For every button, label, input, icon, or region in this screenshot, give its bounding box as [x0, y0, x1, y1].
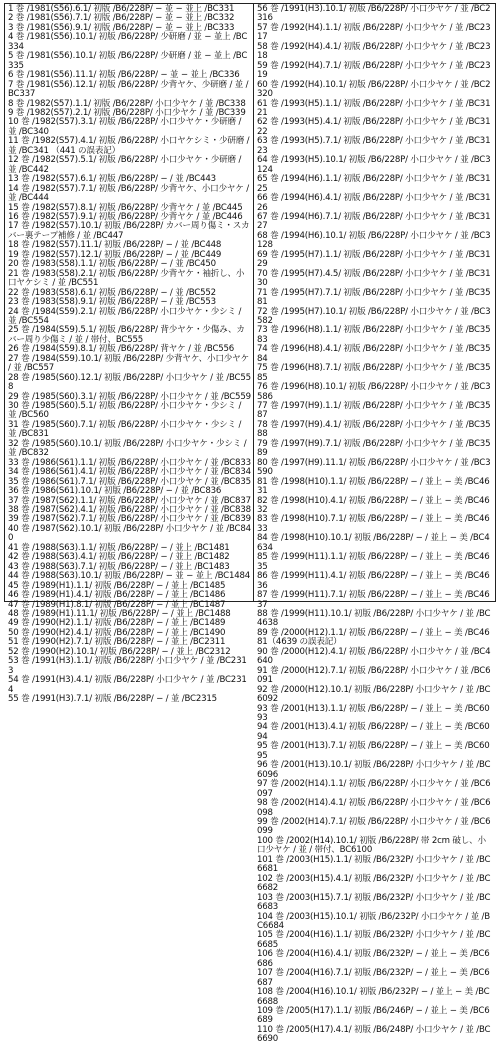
volume-entry: 37 巻 /1987(S62).1.1/ 初版 /B6/228P/ 小口少ヤケ / 並 /BC837: [8, 495, 251, 506]
volume-entry: 90 巻 /2000(H12).4.1/ 初版 /B6/228P/ 小口少ヤケ / 並 /BC4640: [257, 646, 491, 667]
volume-entry: 77 巻 /1997(H9).1.1/ 初版 /B6/228P/ 小口少ヤケ / 並 /BC3587: [257, 401, 491, 421]
volume-entry: 80 巻 /1997(H9).11.1/ 初版 /B6/228P/ 小口少ヤケ / 並 /BC3590: [257, 457, 491, 478]
volume-entry: 93 巻 /2001(H13).1.1/ 初版 /B6/228P/ − / 並上 − 美 /BC6093: [257, 703, 490, 723]
volume-entry: 96 巻 /2001(H13).10.1/ 初版 /B6/228P/ 小口少ヤケ / 並 /BC6096: [257, 760, 491, 780]
volume-entry: 51 巻 /1990(H2).7.1/ 初版 /B6/228P/ − / 並上 /BC2311: [8, 637, 226, 648]
volume-entry: 48 巻 /1989(H1).11.1/ 初版 /B6/228P/ − / 並上 /BC1488: [8, 609, 231, 619]
volume-entry: 55 巻 /1991(H3).7.1/ 初版 /B6/228P/ − / 並 /BC2315: [8, 694, 217, 705]
volume-entry: 97 巻 /2002(H14).1.1/ 初版 /B6/228P/ 小口少ヤケ / 並 /BC6097: [257, 779, 491, 799]
volume-entry: 83 巻 /1998(H10).7.1/ 初版 /B6/228P/ − / 並上 − 美 /BC4633: [257, 514, 490, 534]
volume-entry: 38 巻 /1987(S62).4.1/ 初版 /B6/228P/ 小口少ヤケ / 並 /BC838: [8, 505, 251, 516]
volume-entry: 99 巻 /2002(H14).7.1/ 初版 /B6/228P/ 小口少ヤケ / 並 /BC6099: [257, 816, 491, 837]
volume-entry: 3 巻 /1981(S56).9.1/ 初版 /B6/228P/ − 並 − 並上 /BC333: [8, 22, 235, 33]
volume-entry: 49 巻 /1990(H2).1.1/ 初版 /B6/228P/ − / 並上 /BC1489: [8, 618, 226, 629]
volume-entry: 19 巻 /1982(S57).12.1/ 初版 /B6/228P/ − / 並 /BC449: [8, 249, 222, 260]
volume-entry: 25 巻 /1984(S59).5.1/ 初版 /B6/228P/ 背少ヤケ・少傷み、カバー周り少傷ミ / 並 / 帯付、BC555: [8, 325, 245, 345]
volume-entry: 59 巻 /1992(H4).7.1/ 初版 /B6/228P/ 小口少ヤケ / 並 /BC2319: [257, 60, 491, 81]
volume-entry: 45 巻 /1989(H1).1.1/ 初版 /B6/228P/ − / 並上 /BC1485: [8, 580, 226, 591]
volume-entry: 74 巻 /1996(H8).4.1/ 初版 /B6/228P/ 小口少ヤケ / 並 /BC3584: [257, 344, 491, 364]
volume-entry: 84 巻 /1998(H10).10.1/ 初版 /B6/228P/ − / 並上 − 美 /BC4634: [257, 533, 490, 553]
volume-entry: 42 巻 /1988(S63).4.1/ 初版 /B6/228P/ − / 並上 /BC1482: [8, 552, 230, 563]
volume-entry: 69 巻 /1995(H7).1.1/ 初版 /B6/228P/ 小口少ヤケ / 並 /BC3129: [257, 249, 491, 270]
volume-entry: 41 巻 /1988(S63).1.1/ 初版 /B6/228P/ − / 並上 /BC1481: [8, 542, 230, 553]
volume-entry: 30 巻 /1985(S60).5.1/ 初版 /B6/228P/ 小口少ヤケ・少シミ / 並 /BC560: [8, 401, 242, 421]
volume-entry: 34 巻 /1986(S61).4.1/ 初版 /B6/228P/ 小口少ヤケ / 並 /BC834: [8, 467, 251, 478]
volume-entry: 72 巻 /1995(H7).10.1/ 初版 /B6/228P/ 小口少ヤケ / 並 /BC3582: [257, 306, 491, 326]
right-column: [254, 4, 495, 1045]
volume-entry: 61 巻 /1993(H5).1.1/ 初版 /B6/228P/ 小口少ヤケ / 並 /BC3121: [257, 98, 491, 118]
volume-entry: 13 巻 /1982(S57).6.1/ 初版 /B6/228P/ − / 並 /BC443: [8, 174, 216, 185]
volume-entry: 54 巻 /1991(H3).4.1/ 初版 /B6/228P/ 小口少ヤケ / 並 /BC2314: [8, 675, 247, 695]
volume-entry: 95 巻 /2001(H13).7.1/ 初版 /B6/228P/ − / 並上 − 美 /BC6095: [257, 741, 490, 761]
volume-entry: 9 巻 /1982(S57).2.1/ 初版 /B6/228P/ 小口少ヤケ / 並 /BC339: [8, 107, 246, 118]
volume-entry: 14 巻 /1982(S57).7.1/ 初版 /B6/228P/ 少背ヤケ、小口少ヤケ / 並 /BC444: [8, 183, 249, 204]
volume-entry: 91 巻 /2000(H12).7.1/ 初版 /B6/228P/ 小口少ヤケ / 並 /BC6091: [257, 665, 491, 686]
volume-entry: 11 巻 /1982(S57).4.1/ 初版 /B6/228P/ 小口ヤケシミ・少研磨 / 並 /BC341 （441 の誤表記）: [8, 136, 250, 156]
volume-entry: 35 巻 /1986(S61).7.1/ 初版 /B6/228P/ 小口少ヤケ / 並 /BC835: [8, 476, 251, 487]
volume-entry: 81 巻 /1998(H10).1.1/ 初版 /B6/228P/ − / 並上 − 美 /BC4631: [257, 476, 490, 497]
volume-entry: 78 巻 /1997(H9).4.1/ 初版 /B6/228P/ 小口少ヤケ / 並 /BC3588: [257, 419, 491, 440]
volume-entry: 21 巻 /1983(S58).2.1/ 初版 /B6/228P/ 少背ヤケ・袖折し、小口ヤケシミ / 並 /BC551: [8, 268, 245, 289]
volume-entry: 66 巻 /1994(H6).4.1/ 初版 /B6/228P/ 小口少ヤケ / 並 /BC3126: [257, 193, 491, 213]
volume-entry: 101 巻 /2003(H15).1.1/ 初版 /B6/232P/ 小口少ヤケ / 並 /BC6681: [257, 854, 491, 875]
volume-entry: 94 巻 /2001(H13).4.1/ 初版 /B6/228P/ − / 並上 − 美 /BC6094: [257, 722, 490, 742]
left-column: [5, 4, 254, 705]
volume-entry: 36 巻 /1986(S61).10.1/ 初版 /B6/228P/ − / 並 /BC836: [8, 486, 222, 497]
volume-entry: 28 巻 /1985(S60).12.1/ 初版 /B6/228P/ 小口少ヤケ / 並 /BC558: [8, 372, 251, 393]
volume-entry: 87 巻 /1999(H11).7.1/ 初版 /B6/228P/ − / 並上 − 美 /BC4637: [257, 590, 490, 610]
volume-entry: 65 巻 /1994(H6).1.1/ 初版 /B6/228P/ 小口少ヤケ / 並 /BC3125: [257, 174, 491, 194]
volume-entry: 70 巻 /1995(H7).4.5/ 初版 /B6/228P/ 小口少ヤケ / 並 /BC3130: [257, 268, 491, 289]
catalog-sheet: [4, 3, 496, 1045]
volume-entry: 58 巻 /1992(H4).4.1/ 初版 /B6/228P/ 小口少ヤケ / 並 /BC2318: [257, 41, 491, 62]
volume-entry: 56 巻 /1991(H3).10.1/ 初版 /B6/228P/ 小口少ヤケ / 並 /BC2316: [257, 4, 491, 24]
volume-entry: 26 巻 /1984(S59).8.1/ 初版 /B6/228P/ 背ヤケ / 並 /BC556: [8, 344, 235, 355]
volume-entry: 20 巻 /1983(S58).1.1/ 初版 /B6/228P/ − / 並 /BC450: [8, 259, 216, 270]
volume-entry: 6 巻 /1981(S56).11.1/ 初版 /B6/228P/ − 並 − 並上 /BC336: [8, 70, 240, 81]
volume-entry: 10 巻 /1982(S57).3.1/ 初版 /B6/228P/ 小口少ヤケ・少研磨 / 並 /BC340: [8, 117, 242, 137]
volume-entry: 103 巻 /2003(H15).7.1/ 初版 /B6/232P/ 小口少ヤケ / 並 /BC6683: [257, 892, 491, 913]
volume-entry: 98 巻 /2002(H14).4.1/ 初版 /B6/228P/ 小口少ヤケ / 並 /BC6098: [257, 798, 491, 818]
volume-entry: 1 巻 /1981(S56).6.1/ 初版 /B6/228P/ − 並 − 並上 /BC331: [8, 4, 235, 14]
volume-entry: 4 巻 /1981(S56).10.1/ 初版 /B6/228P/ 少研磨 / 並 − 並上 /BC334: [8, 32, 248, 52]
volume-entry: 50 巻 /1990(H2).4.1/ 初版 /B6/228P/ − / 並上 /BC1490: [8, 627, 226, 638]
volume-entry: 108 巻 /2004(H16).10.1/ 初版 /B6/232P/ − / 並上 − 美 /BC6688: [257, 987, 490, 1007]
volume-entry: 63 巻 /1993(H5).7.1/ 初版 /B6/228P/ 小口少ヤケ / 並 /BC3123: [257, 136, 491, 156]
volume-entry: 71 巻 /1995(H7).7.1/ 初版 /B6/228P/ 小口少ヤケ / 並 /BC3581: [257, 287, 491, 308]
volume-entry: 60 巻 /1992(H4).10.1/ 初版 /B6/228P/ 小口少ヤケ / 並 /BC2320: [257, 79, 491, 100]
volume-entry: 44 巻 /1988(S63).10.1/ 初版 /B6/228P/ − 並 − 並上 /BC1484: [8, 571, 251, 582]
volume-entry: 16 巻 /1982(S57).9.1/ 初版 /B6/228P/ 少背ヤケ / 並 /BC446: [8, 211, 243, 222]
volume-entry: 89 巻 /2000(H12).1.1/ 初版 /B6/228P/ − / 並上 − 美 /BC4681（4639 の誤表記）: [257, 627, 490, 648]
volume-entry: 43 巻 /1988(S63).7.1/ 初版 /B6/228P/ − / 並上 /BC1483: [8, 561, 230, 572]
volume-entry: 31 巻 /1985(S60).7.1/ 初版 /B6/228P/ 小口少ヤケ・少シミ / 並 /BC831: [8, 419, 242, 440]
volume-entry: 76 巻 /1996(H8).10.1/ 初版 /B6/228P/ 小口少ヤケ / 並 /BC3586: [257, 382, 491, 402]
volume-entry: 46 巻 /1989(H1).4.1/ 初版 /B6/228P/ − / 並上 /BC1486: [8, 590, 226, 601]
volume-entry: 52 巻 /1990(H2).10.1/ 初版 /B6/228P/ − / 並上 /BC2312: [8, 646, 231, 657]
volume-entry: 107 巻 /2004(H16).7.1/ 初版 /B6/232P/ − / 並上 − 美 /BC6687: [257, 968, 490, 988]
volume-entry: 67 巻 /1994(H6).7.1/ 初版 /B6/228P/ 小口少ヤケ / 並 /BC3127: [257, 211, 491, 232]
volume-entry: 109 巻 /2005(H17).1.1/ 初版 /B6/246P/ − / 並上 − 美 /BC6689: [257, 1006, 490, 1026]
volume-entry: 15 巻 /1982(S57).8.1/ 初版 /B6/228P/ 少背ヤケ / 並 /BC445: [8, 202, 243, 213]
volume-entry: 82 巻 /1998(H10).4.1/ 初版 /B6/228P/ − / 並上 − 美 /BC4632: [257, 495, 490, 516]
volume-entry: 100 巻 /2002(H14).10.1/ 初版 /B6/228P/ 帯 2cm 破し、小口少ヤケ / 並 / 帯付、BC6100: [257, 835, 486, 856]
volume-entry: 8 巻 /1982(S57).1.1/ 初版 /B6/228P/ 小口少ヤケ / 並 /BC338: [8, 98, 246, 109]
volume-entry: 86 巻 /1999(H11).4.1/ 初版 /B6/228P/ − / 並上 − 美 /BC4636: [257, 571, 490, 591]
volume-entry: 5 巻 /1981(S56).10.1/ 初版 /B6/228P/ 少研磨 / 並 − 並上 /BC335: [8, 51, 248, 71]
volume-entry: 39 巻 /1987(S62).7.1/ 初版 /B6/228P/ 小口少ヤケ / 並 /BC839: [8, 514, 251, 525]
volume-entry: 88 巻 /1999(H11).10.1/ 初版 /B6/228P/ 小口少ヤケ / 並 /BC4638: [257, 609, 491, 629]
volume-entry: 32 巻 /1985(S60).10.1/ 初版 /B6/228P/ 小口少ヤケ・少シミ / 並 /BC832: [8, 438, 247, 459]
volume-entry: 12 巻 /1982(S57).5.1/ 初版 /B6/228P/ 小口少ヤケ・少研磨 / 並 /BC442: [8, 155, 242, 175]
volume-entry: 33 巻 /1986(S61).1.1/ 初版 /B6/228P/ 小口少ヤケ / 並 /BC833: [8, 457, 251, 468]
volume-entry: 22 巻 /1983(S58).6.1/ 初版 /B6/228P/ − / 並 /BC552: [8, 287, 216, 298]
volume-entry: 79 巻 /1997(H9).7.1/ 初版 /B6/228P/ 小口少ヤケ / 並 /BC3589: [257, 438, 491, 459]
volume-entry: 40 巻 /1987(S62).10.1/ 初版 /B6/228P/ 小口少ヤケ / 並 /BC840: [8, 523, 251, 544]
volume-entry: 47 巻 /1989(H1).8.1/ 初版 /B6/228P/ − / 並上 /BC1487: [8, 599, 226, 610]
volume-entry: 68 巻 /1994(H6).10.1/ 初版 /B6/228P/ 小口少ヤケ / 並 /BC3128: [257, 230, 491, 251]
volume-entry: 18 巻 /1982(S57).11.1/ 初版 /B6/228P/ − / 並 /BC448: [8, 240, 222, 251]
volume-entry: 29 巻 /1985(S60).3.1/ 初版 /B6/228P/ 小口少ヤケ / 並 /BC559: [8, 391, 251, 402]
volume-entry: 53 巻 /1991(H3).1.1/ 初版 /B6/228P/ 小口少ヤケ / 並 /BC2313: [8, 656, 247, 676]
volume-entry: 105 巻 /2004(H16).1.1/ 初版 /B6/232P/ 小口少ヤケ / 並 /BC6685: [257, 930, 491, 950]
volume-entry: 110 巻 /2005(H17).4.1/ 初版 /B6/248P/ 小口少ヤケ / 並 /BC6690: [257, 1024, 491, 1045]
volume-entry: 7 巻 /1981(S56).12.1/ 初版 /B6/228P/ 少背ヤケ、少研磨 / 並 /BC337: [8, 79, 249, 100]
volume-entry: 73 巻 /1996(H8).1.1/ 初版 /B6/228P/ 小口少ヤケ / 並 /BC3583: [257, 325, 491, 345]
volume-entry: 27 巻 /1984(S59).10.1/ 初版 /B6/228P/ 少背ヤケ、小口少ヤケ / 並 /BC557: [8, 353, 249, 374]
volume-entry: 106 巻 /2004(H16).4.1/ 初版 /B6/232P/ − / 並上 − 美 /BC6686: [257, 949, 490, 969]
volume-entry: 92 巻 /2000(H12).10.1/ 初版 /B6/228P/ 小口少ヤケ / 並 /BC6092: [257, 684, 491, 705]
volume-entry: 62 巻 /1993(H5).4.1/ 初版 /B6/228P/ 小口少ヤケ / 並 /BC3122: [257, 117, 491, 137]
volume-entry: 102 巻 /2003(H15).4.1/ 初版 /B6/232P/ 小口少ヤケ / 並 /BC6682: [257, 873, 491, 894]
volume-entry: 57 巻 /1992(H4).1.1/ 初版 /B6/228P/ 小口少ヤケ / 並 /BC2317: [257, 22, 491, 43]
volume-entry: 24 巻 /1984(S59).2.1/ 初版 /B6/228P/ 小口少ヤケ・少シミ / 並 /BC554: [8, 306, 242, 326]
volume-entry: 64 巻 /1993(H5).10.1/ 初版 /B6/228P/ 小口少ヤケ / 並 /BC3124: [257, 155, 491, 175]
volume-entry: 104 巻 /2003(H15).10.1/ 初版 /B6/232P/ 小口少ヤケ / 並 /BC6684: [257, 911, 490, 931]
volume-entry: 75 巻 /1996(H8).7.1/ 初版 /B6/228P/ 小口少ヤケ / 並 /BC3585: [257, 363, 491, 383]
volume-entry: 2 巻 /1981(S56).7.1/ 初版 /B6/228P/ − 並 − 並上 /BC332: [8, 13, 235, 24]
volume-entry: 85 巻 /1999(H11).1.1/ 初版 /B6/228P/ − / 並上 − 美 /BC4635: [257, 552, 490, 572]
volume-entry: 17 巻 /1982(S57).10.1/ 初版 /B6/228P/ カバー周り傷ミ・スカバー裏テープ補修 / 並 /BC447: [8, 221, 250, 241]
volume-entry: 23 巻 /1983(S58).9.1/ 初版 /B6/228P/ − / 並 /BC553: [8, 297, 216, 308]
